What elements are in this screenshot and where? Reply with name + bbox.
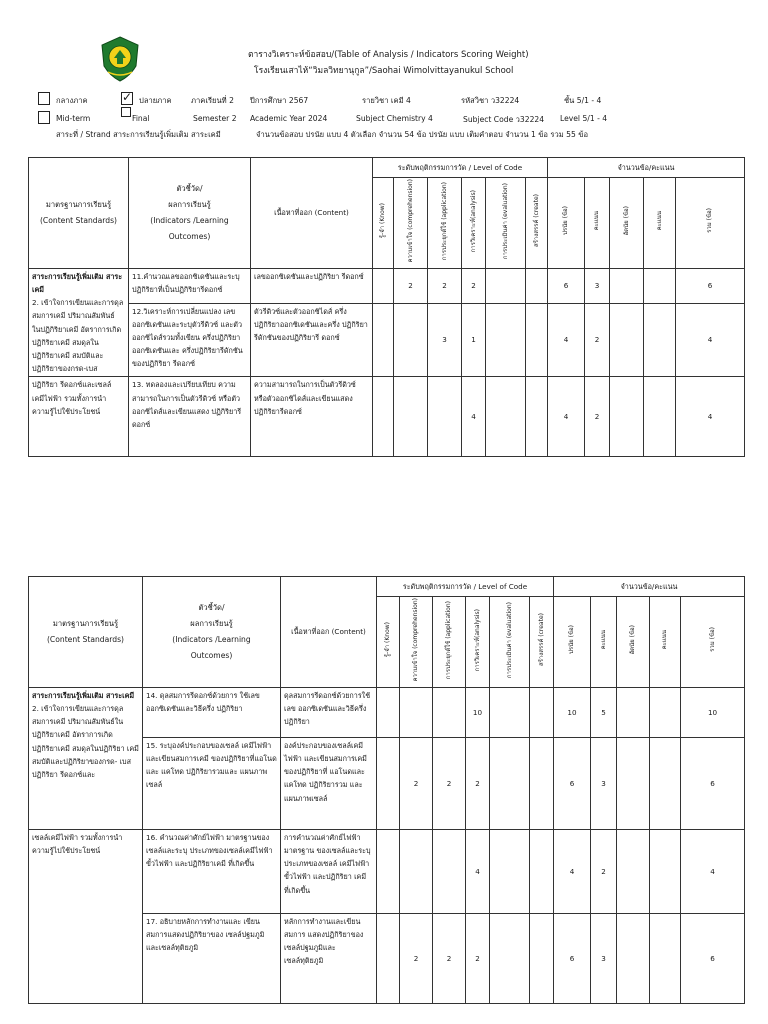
content-cell: การคำนวณค่าศักย์ไฟฟ้ามาตรฐาน ของเซลล์และระบุประเภทของเซลล์ เคมีไฟฟ้า ขั้วไฟฟ้า และปฏิกิริยา เคมี ที่เกิดขึ้น — [281, 829, 377, 913]
level-cell — [373, 303, 394, 377]
col-score-total: รวม (ข้อ) — [681, 597, 745, 688]
level-cell: 2 — [462, 268, 486, 303]
score-cell — [617, 829, 650, 913]
level-cell — [394, 303, 428, 377]
content-cell: องค์ประกอบของเซลล์เคมีไฟฟ้า และเขียนสมการเคมีของปฏิกิริยาที่ แอโนดและ แคโทด ปฏิกิริยารวม และแผนภาพเซลล์ — [281, 737, 377, 829]
content-cell: ดุลสมการรีดอกซ์ด้วยการใช้เลข ออกซิเดชันและวิธีครึ่งปฏิกิริยา — [281, 687, 377, 737]
level-cell — [530, 913, 554, 1003]
indicator-cell: 14. ดุลสมการรีดอกซ์ด้วยการ ใช้เลขออกซิเดชันและวิธีครึ่ง ปฏิกิริยา — [143, 687, 281, 737]
col-score-total: รวม (ข้อ) — [676, 178, 745, 269]
strand-line: สาระที่ / Strand สาระการเรียนรู้เพิ่มเติม สาระเคมี — [56, 130, 221, 139]
level-cell: 2 — [400, 913, 433, 1003]
indicator-cell: 12.วิเคราะห์การเปลี่ยนแปลง เลขออกซิเดชันและระบุตัวรีดิวซ์ และตัวออกซิไดส์รวมทั้งเขียน ครึ่งปฏิกิริยาออกซิเดชันและ ครึ่งปฏิกิริยารีดักชันของปฏิกิริยา รีดอกซ์ — [129, 303, 251, 377]
col-level-application: การประยุกต์ใช้ (application) — [428, 178, 462, 269]
analysis-table-1 — [28, 157, 745, 457]
level-cell: 3 — [428, 303, 462, 377]
level-en: Level 5/1 - 4 — [560, 114, 608, 123]
standard-cell: สาระการเรียนรู้เพิ่มเติม สาระเคมี 2. เข้าใจการเขียนและการดุล สมการเคมี ปริมาณสัมพันธ์ ในปฏิกิริยาเคมี อัตราการเกิด ปฏิกิริยาเคมี สมดุลใน ปฏิกิริยาเคมี สมบัติและ ปฏิกิริยาของกรด-เบส — [29, 268, 129, 377]
level-cell — [526, 303, 548, 377]
level-cell — [486, 268, 526, 303]
col-level-know: รู้-จำ (Know) — [373, 178, 394, 269]
col-level-create: สร้างสรรค์ (create) — [526, 178, 548, 269]
final-label-en: Final — [132, 114, 150, 123]
level-cell — [433, 829, 466, 913]
level-cell — [377, 737, 400, 829]
col-content-standards: มาตรฐานการเรียนรู้ (Content Standards) — [29, 158, 129, 269]
col-score-points-2: คะแนน — [650, 597, 681, 688]
score-cell — [617, 687, 650, 737]
table-row — [29, 829, 745, 913]
score-cell — [650, 829, 681, 913]
col-score-group: จำนวนข้อ/คะแนน — [548, 158, 745, 178]
col-score-objective: ปรนัย (ข้อ) — [548, 178, 585, 269]
col-indicators: ตัวชี้วัด/ ผลการเรียนรู้ (Indicators /Learning Outcomes) — [143, 577, 281, 688]
col-level-create: สร้างสรรค์ (create) — [530, 597, 554, 688]
col-level-analysis: การวิเคราะห์(analysis) — [466, 597, 490, 688]
level-cell: 2 — [428, 268, 462, 303]
question-count-line: จำนวนข้อสอบ ปรนัย แบบ 4 ตัวเลือก จำนวน 54 ข้อ ปรนัย แบบ เติมคำตอบ จำนวน 1 ข้อ รวม 55 ข้อ — [256, 130, 589, 139]
level-th: ชั้น 5/1 - 4 — [564, 96, 602, 105]
col-indicators: ตัวชี้วัด/ ผลการเรียนรู้ (Indicators /Learning Outcomes) — [129, 158, 251, 269]
col-behavior-group: ระดับพฤติกรรมการวัด / Level of Code — [373, 158, 548, 178]
indicator-cell: 15. ระบุองค์ประกอบของเซลล์ เคมีไฟฟ้าและเขียนสมการเคมี ของปฏิกิริยาที่แอโนดและ แคโทด ปฏิกิริยารวมและ แผนภาพเซลล์ — [143, 737, 281, 829]
midterm-label-th: กลางภาค — [56, 96, 88, 105]
level-cell: 10 — [466, 687, 490, 737]
score-cell: 6 — [554, 913, 591, 1003]
score-cell: 10 — [681, 687, 745, 737]
semester-en: Semester 2 — [193, 114, 237, 123]
score-cell — [644, 303, 676, 377]
score-cell — [644, 268, 676, 303]
content-cell: หลักการทำงานและเขียนสมการ แสดงปฏิกิริยาของเซลล์ปฐมภูมิและ เซลล์ทุติยภูมิ — [281, 913, 377, 1003]
score-cell: 6 — [548, 268, 585, 303]
content-cell: ตัวรีดิวซ์และตัวออกซิไดส์ ครึ่งปฏิกิริยาออกซิเดชันและครึ่ง ปฏิกิริยารีดักชันของปฏิกิริยารี ดอกซ์ — [251, 303, 373, 377]
level-cell: 2 — [400, 737, 433, 829]
level-cell — [377, 829, 400, 913]
subject-code-th: รหัสวิชา ว32224 — [461, 96, 520, 105]
level-cell — [433, 687, 466, 737]
level-cell: 2 — [433, 737, 466, 829]
score-cell — [610, 268, 644, 303]
col-level-comprehension: ความเข้าใจ (comprehension) — [400, 597, 433, 688]
midterm-label-en: Mid-term — [56, 114, 91, 123]
score-cell: 6 — [681, 913, 745, 1003]
col-content: เนื้อหาที่ออก (Content) — [281, 577, 377, 688]
level-cell — [490, 913, 530, 1003]
level-cell: 4 — [466, 829, 490, 913]
subject-en: Subject Chemistry 4 — [356, 114, 433, 123]
content-cell: เลขออกซิเดชันและปฏิกิริยา รีดอกซ์ — [251, 268, 373, 303]
score-cell: 3 — [591, 913, 617, 1003]
level-cell — [526, 268, 548, 303]
score-cell: 4 — [548, 303, 585, 377]
score-cell: 4 — [676, 377, 745, 457]
score-cell — [644, 377, 676, 457]
school-logo-icon — [100, 36, 140, 82]
score-cell — [650, 913, 681, 1003]
level-cell — [400, 829, 433, 913]
col-score-group: จำนวนข้อ/คะแนน — [554, 577, 745, 597]
score-cell: 4 — [676, 303, 745, 377]
standard-cell-continued: เซลล์เคมีไฟฟ้า รวมทั้งการนำ ความรู้ไปใช้ประโยชน์ — [29, 829, 143, 1003]
col-score-subjective: อัตนัย (ข้อ) — [617, 597, 650, 688]
level-cell: 1 — [462, 303, 486, 377]
level-cell — [490, 737, 530, 829]
col-score-objective: ปรนัย (ข้อ) — [554, 597, 591, 688]
level-cell — [526, 377, 548, 457]
table-row — [29, 687, 745, 737]
level-cell — [490, 829, 530, 913]
level-cell — [486, 377, 526, 457]
score-cell — [617, 913, 650, 1003]
score-cell — [617, 737, 650, 829]
final-label-th: ปลายภาค — [139, 96, 172, 105]
indicator-cell: 11.คำนวณเลขออกซิเดชันและระบุ ปฏิกิริยาที่เป็นปฏิกิริยารีดอกซ์ — [129, 268, 251, 303]
score-cell — [650, 687, 681, 737]
level-cell — [486, 303, 526, 377]
col-behavior-group: ระดับพฤติกรรมการวัด / Level of Code — [377, 577, 554, 597]
analysis-table-2 — [28, 576, 745, 1004]
score-cell: 3 — [591, 737, 617, 829]
subject-th: รายวิชา เคมี 4 — [362, 96, 411, 105]
col-content-standards: มาตรฐานการเรียนรู้ (Content Standards) — [29, 577, 143, 688]
midterm-checkbox-en — [38, 111, 50, 124]
col-level-know: รู้-จำ (Know) — [377, 597, 400, 688]
year-en: Academic Year 2024 — [250, 114, 328, 123]
table-row — [29, 268, 745, 303]
col-content: เนื้อหาที่ออก (Content) — [251, 158, 373, 269]
level-cell: 4 — [462, 377, 486, 457]
document-title: ตารางวิเคราะห์ข้อสอบ/(Table of Analysis / Indicators Scoring Weight) — [248, 50, 529, 60]
col-level-evaluation: การประเมินค่า (evaluation) — [490, 597, 530, 688]
level-cell — [394, 377, 428, 457]
score-cell: 3 — [585, 268, 610, 303]
level-cell — [400, 687, 433, 737]
indicator-cell: 16. คำนวณค่าศักย์ไฟฟ้า มาตรฐานของเซลล์และระบุ ประเภทของเซลล์เคมีไฟฟ้า ขั้วไฟฟ้า และปฏิกิริยาเคมี ที่เกิดขึ้น — [143, 829, 281, 913]
score-cell: 6 — [681, 737, 745, 829]
indicator-cell: 17. อธิบายหลักการทำงานและ เขียนสมการแสดงปฏิกิริยาของ เซลล์ปฐมภูมิและเซลล์ทุติยภูมิ — [143, 913, 281, 1003]
score-cell: 10 — [554, 687, 591, 737]
midterm-checkbox — [38, 92, 50, 105]
col-score-points: คะแนน — [585, 178, 610, 269]
final-checkbox — [121, 92, 133, 105]
col-level-comprehension: ความเข้าใจ (comprehension) — [394, 178, 428, 269]
level-cell — [377, 913, 400, 1003]
level-cell — [530, 687, 554, 737]
standard-cell: สาระการเรียนรู้เพิ่มเติม สาระเคมี 2. เข้าใจการเขียนและการดุล สมการเคมี ปริมาณสัมพันธ์ใน ปฏิกิริยาเคมี อัตราการเกิด ปฏิกิริยาเคมี สมดุลในปฏิกิริยา เคมี สมบัติและปฏิกิริยาของกรด- เบส ปฏิกิริยา รีดอกซ์และ — [29, 687, 143, 829]
col-level-analysis: การวิเคราะห์(analysis) — [462, 178, 486, 269]
level-cell: 2 — [433, 913, 466, 1003]
score-cell: 6 — [554, 737, 591, 829]
col-level-evaluation: การประเมินค่า (evaluation) — [486, 178, 526, 269]
level-cell — [530, 829, 554, 913]
score-cell: 2 — [585, 303, 610, 377]
score-cell: 2 — [585, 377, 610, 457]
year-th: ปีการศึกษา 2567 — [250, 96, 309, 105]
level-cell — [377, 687, 400, 737]
col-level-application: การประยุกต์ใช้ (application) — [433, 597, 466, 688]
standard-cell-continued: ปฏิกิริยา รีดอกซ์และเซลล์ เคมีไฟฟ้า รวมทั้งการนำ ความรู้ไปใช้ประโยชน์ — [29, 377, 129, 457]
score-cell: 4 — [681, 829, 745, 913]
table-row — [29, 303, 745, 377]
score-cell: 5 — [591, 687, 617, 737]
score-cell: 4 — [554, 829, 591, 913]
level-cell: 2 — [466, 737, 490, 829]
level-cell — [490, 687, 530, 737]
col-score-points-2: คะแนน — [644, 178, 676, 269]
score-cell: 6 — [676, 268, 745, 303]
score-cell — [610, 377, 644, 457]
score-cell: 2 — [591, 829, 617, 913]
level-cell: 2 — [394, 268, 428, 303]
score-cell — [610, 303, 644, 377]
level-cell: 2 — [466, 913, 490, 1003]
content-cell: ความสามารถในการเป็นตัวรีดิวซ์ หรือตัวออกซิไดส์และเขียนแสดง ปฏิกิริยารีดอกซ์ — [251, 377, 373, 457]
level-cell — [373, 377, 394, 457]
subject-code-en: Subject Code ว32224 — [463, 115, 545, 124]
level-cell — [530, 737, 554, 829]
level-cell — [373, 268, 394, 303]
school-name: โรงเรียนเสาไห้“วิมลวิทยานุกูล”/Saohai Wimolvittayanukul School — [254, 66, 514, 76]
table-row — [29, 377, 745, 457]
semester-th: ภาคเรียนที่ 2 — [191, 96, 234, 105]
col-score-points: คะแนน — [591, 597, 617, 688]
score-cell: 4 — [548, 377, 585, 457]
level-cell — [428, 377, 462, 457]
score-cell — [650, 737, 681, 829]
final-checkbox-en — [121, 107, 131, 117]
col-score-subjective: อัตนัย (ข้อ) — [610, 178, 644, 269]
indicator-cell: 13. ทดลองและเปรียบเทียบ ความสามารถในการเป็นตัวรีดิวซ์ หรือตัวออกซิไดส์และเขียนแสดง ปฏิกิริยารีดอกซ์ — [129, 377, 251, 457]
